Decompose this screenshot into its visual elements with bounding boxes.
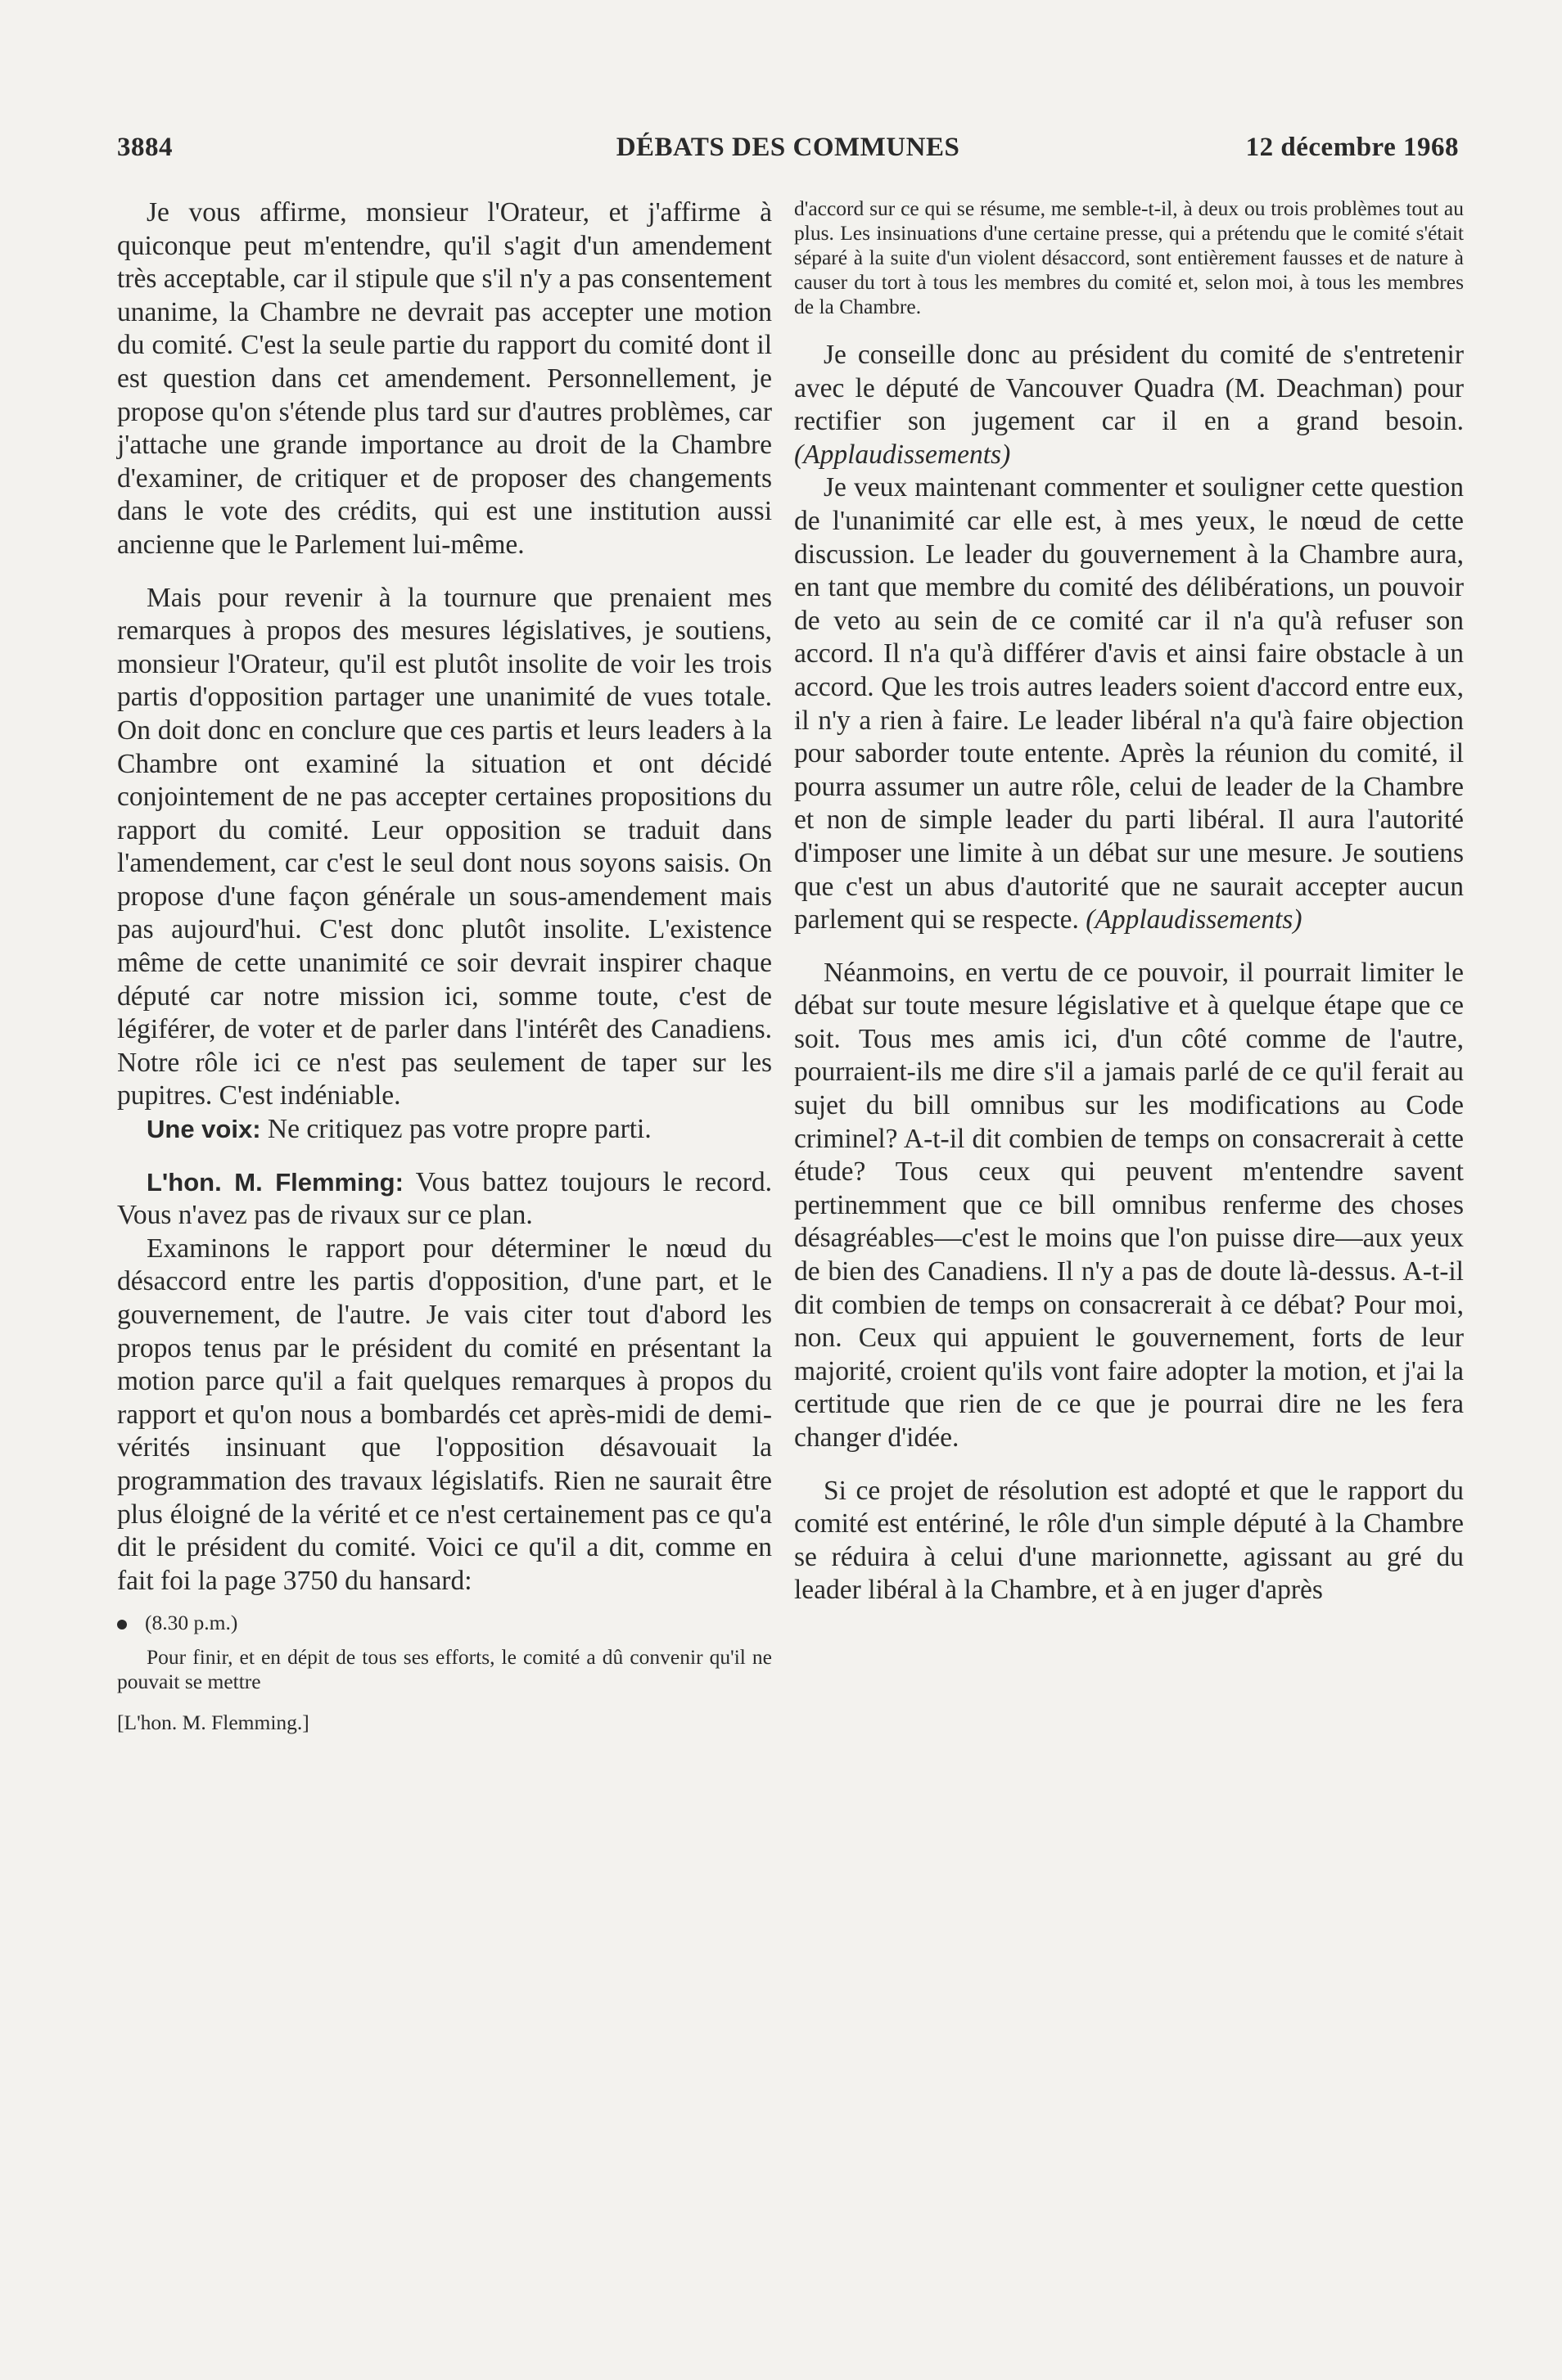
paragraph-text: Je conseille donc au président du comité de s'entretenir avec le député de Vancouver Quadra (M. Deachman) pour rectifier son jugement car il en a grand besoin.: [794, 340, 1464, 437]
applause-note: (Applaudissements): [794, 439, 1011, 470]
right-column: [794, 196, 1464, 1607]
speech-text: Ne critiquez pas votre propre parti.: [260, 1114, 652, 1145]
speech-text: Vous battez toujours le record. Vous n'avez pas de rivaux sur ce plan.: [117, 1166, 772, 1231]
speaker-footer: [L'hon. M. Flemming.]: [117, 1711, 309, 1735]
speaker-intervention: [117, 1113, 772, 1147]
applause-note: (Applaudissements): [1086, 904, 1302, 935]
time-marker: [117, 1611, 772, 1635]
publication-date: 12 décembre 1968: [1245, 133, 1459, 162]
page-header: [117, 133, 1459, 174]
page-number: 3884: [117, 133, 173, 162]
time-text: (8.30 p.m.): [145, 1611, 238, 1635]
speaker-name: Une voix:: [147, 1115, 261, 1144]
bullet-icon: [117, 1620, 127, 1629]
quoted-text: d'accord sur ce qui se résume, me semble-t-il, à deux ou trois problèmes tout au plus. Les insinuations d'une certaine presse, qui a prétendu que le comité s'était séparé à la suite d'un violent désaccord, sont entièrement fausses et de nature à causer du tort à tous les membres du comité et, selon moi, à tous les membres de la Chambre.: [794, 196, 1464, 318]
speaker-name: L'hon. M. Flemming:: [147, 1167, 404, 1197]
left-column: [117, 196, 772, 1735]
paragraph: [794, 339, 1464, 471]
publication-title: DÉBATS DES COMMUNES: [616, 133, 960, 162]
paragraph: Si ce projet de résolution est adopté et que le rapport du comité est entériné, le rôle d'un simple député à la Chambre se réduira à celui d'une marionnette, agissant au gré du leader libéral à la Chambre, et à en juger d'après: [794, 1475, 1464, 1606]
paragraph-text: Je veux maintenant commenter et souligner cette question de l'unanimité car elle est, à mes yeux, le nœud de cette discussion. Le leader du gouvernement à la Chambre aura, en tant que membre du comité des délibérations, un pouvoir de veto au sein de ce comité car il n'a qu'à refuser son accord. Il n'a qu'à différer d'avis et ainsi faire obstacle à un accord. Que les trois autres leaders soient d'accord entre eux, il n'y a rien à faire. Le leader libéral n'a qu'à faire objection pour saborder toute entente. Après la réunion du comité, il pourra assumer un autre rôle, celui de leader de la Chambre et non de simple leader du parti libéral. Il aura l'autorité d'imposer une limite à un débat sur une mesure. Je soutiens que c'est un abus d'autorité que ne saurait accepter aucun parlement qui se respecte.: [794, 472, 1464, 935]
paragraph: [794, 471, 1464, 936]
paragraph: Mais pour revenir à la tournure que prenaient mes remarques à propos des mesures législatives, je soutiens, monsieur l'Orateur, qu'il est plutôt insolite de voir les trois partis d'opposition partager une unanimité de vues totale. On doit donc en conclure que ces partis et leurs leaders à la Chambre ont examiné la situation et ont décidé conjointement de ne pas accepter certaines propositions du rapport du comité. Leur opposition se traduit dans l'amendement, car c'est le seul dont nous soyons saisis. On propose d'une façon générale un sous-amendement mais pas aujourd'hui. C'est donc plutôt insolite. L'existence même de cette unanimité ce soir devrait inspirer chaque député car notre mission ici, somme toute, c'est de légiférer, de voter et de parler dans l'intérêt des Canadiens. Notre rôle ici ce n'est pas seulement de taper sur les pupitres. C'est indéniable.: [117, 582, 772, 1111]
paragraph: Examinons le rapport pour déterminer le nœud du désaccord entre les partis d'opposition, d'une part, et le gouvernement, de l'autre. Je vais citer tout d'abord les propos tenus par le président du comité en présentant la motion parce qu'il a fait quelques remarques à propos du rapport et qu'on nous a bombardés cet après-midi de demi-vérités insinuant que l'opposition désavouait la programmation des travaux législatifs. Rien ne saurait être plus éloigné de la vérité et ce n'est certainement pas ce qu'a dit le président du comité. Voici ce qu'il a dit, comme en fait foi la page 3750 du hansard:: [117, 1233, 772, 1596]
paragraph: Néanmoins, en vertu de ce pouvoir, il pourrait limiter le débat sur toute mesure législative et à quelque étape que ce soit. Tous mes amis ici, d'un côté comme de l'autre, pourraient-ils me dire s'il a jamais parlé de ce qu'il ferait au sujet du bill omnibus sur les modifications au Code criminel? A-t-il dit combien de temps on consacrerait à cette étude? Tous ceux qui peuvent m'entendre savent pertinemment que ce bill omnibus renferme des choses désagréables—c'est le moins que l'on puisse dire—aux yeux de bien des Canadiens. Il n'y a pas de doute là-dessus. A-t-il dit combien de temps on consacrerait à ce débat? Pour moi, non. Ceux qui appuient le gouvernement, forts de leur majorité, croient qu'ils vont faire adopter la motion, et j'ai la certitude que rien de ce que je pourrai dire ne les fera changer d'idée.: [794, 957, 1464, 1453]
paragraph: Je vous affirme, monsieur l'Orateur, et j'affirme à quiconque peut m'entendre, qu'il s'agit d'un amendement très acceptable, car il stipule que s'il n'y a pas consentement unanime, la Chambre ne devrait pas accepter une motion du comité. C'est la seule partie du rapport du comité dont il est question dans cet amendement. Personnellement, je propose qu'on s'étende plus tard sur d'autres problèmes, car j'attache une grande importance au droit de la Chambre d'examiner, de critiquer et de proposer des changements dans le vote des crédits, qui est une institution aussi ancienne que le Parlement lui-même.: [117, 197, 772, 560]
speaker-intervention: [117, 1166, 772, 1233]
quoted-text: Pour finir, et en dépit de tous ses efforts, le comité a dû convenir qu'il ne pouvait se mettre: [117, 1645, 772, 1694]
